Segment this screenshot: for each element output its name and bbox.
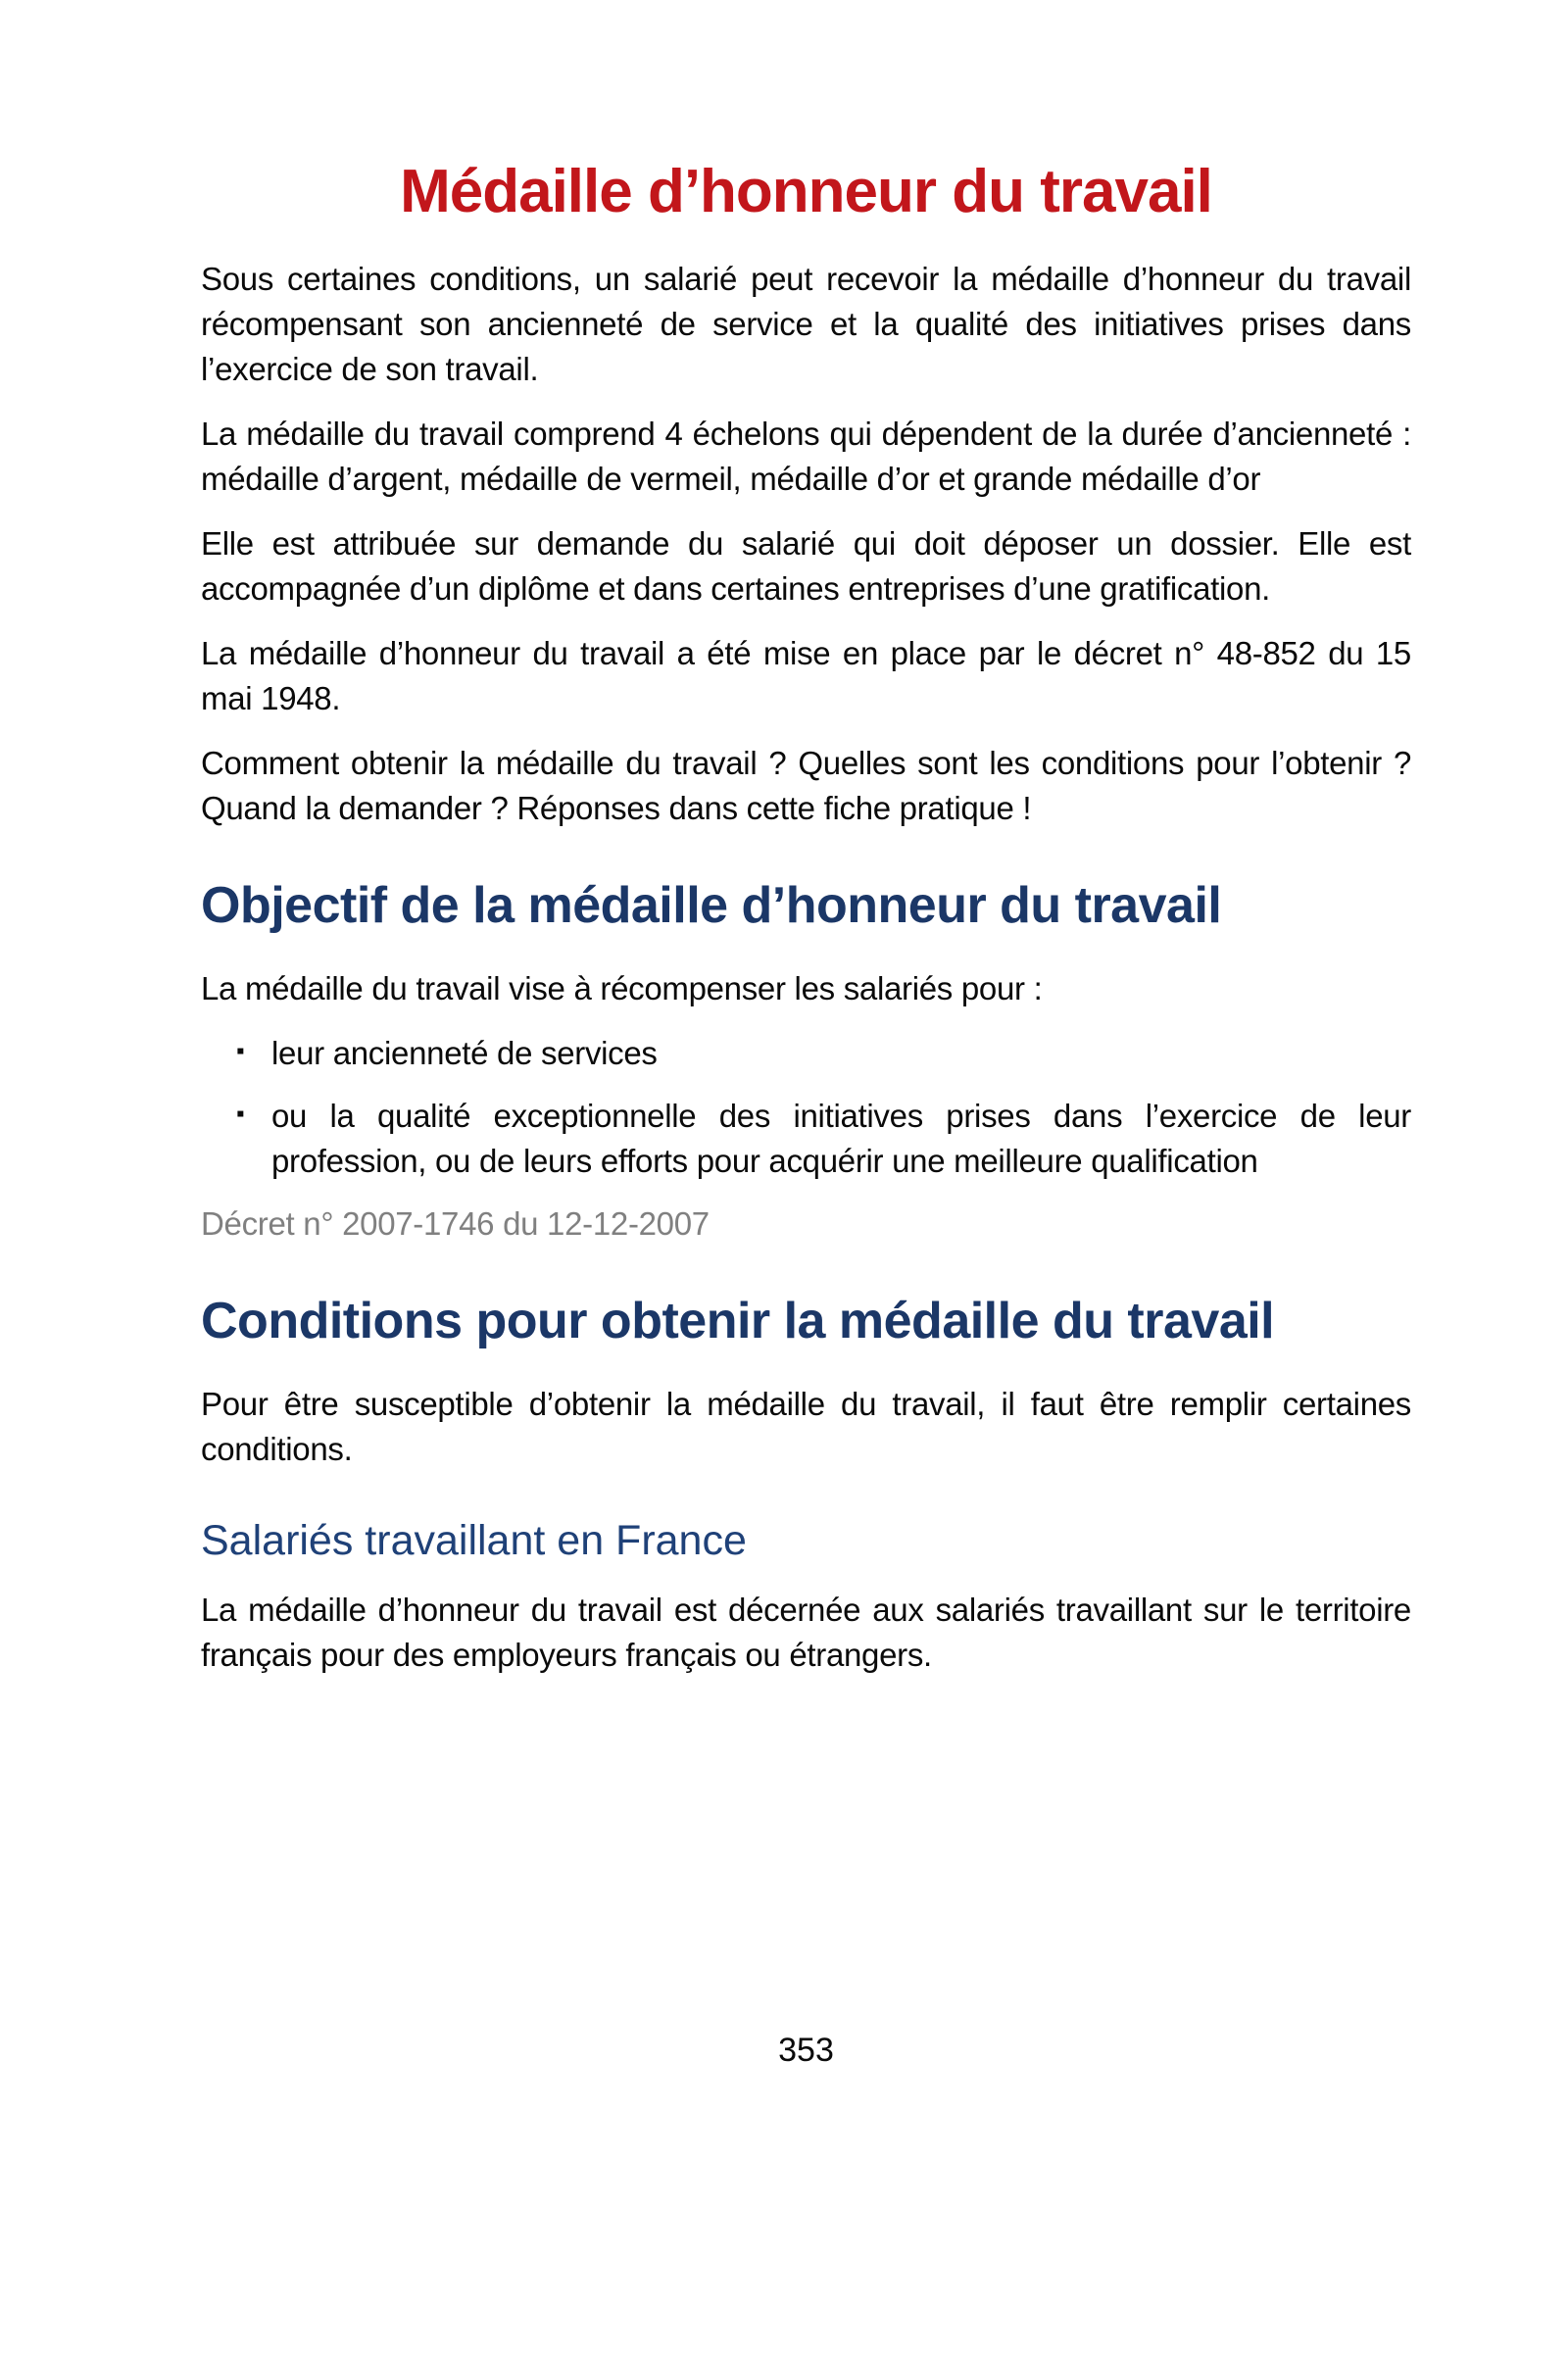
subsection-heading-salaries-france: Salariés travaillant en France xyxy=(201,1517,747,1564)
bullet-text: leur ancienneté de services xyxy=(271,1035,658,1071)
page-title: Médaille d’honneur du travail xyxy=(400,158,1212,225)
lead-paragraph-conditions: Pour être susceptible d’obtenir la médaille du travail, il faut être remplir certaines conditions. xyxy=(201,1386,1411,1467)
intro-paragraph-5: Comment obtenir la médaille du travail ? Quelles sont les conditions pour l’obtenir ? Quand la demander ? Réponses dans cette fiche pratique ! xyxy=(201,745,1411,826)
bullet-text: ou la qualité exceptionnelle des initiatives prises dans l’exercice de leur profession, ou de leurs efforts pour acquérir une meilleure qualification xyxy=(271,1098,1411,1179)
decree-note: Décret n° 2007-1746 du 12-12-2007 xyxy=(201,1205,710,1242)
bullet-item xyxy=(201,1094,1411,1184)
page-content xyxy=(201,157,1411,1678)
lead-paragraph-objectif: La médaille du travail vise à récompenser les salariés pour : xyxy=(201,970,1043,1006)
bullet-item xyxy=(201,1031,1411,1076)
intro-paragraph-3: Elle est attribuée sur demande du salarié qui doit déposer un dossier. Elle est accompagnée d’un diplôme et dans certaines entreprises d’une gratification. xyxy=(201,525,1411,607)
page-number: 353 xyxy=(778,2032,834,2069)
bullet-list xyxy=(201,1031,1411,1184)
section-heading-conditions: Conditions pour obtenir la médaille du travail xyxy=(201,1293,1275,1349)
body-paragraph-salaries-france: La médaille d’honneur du travail est décernée aux salariés travaillant sur le territoire français pour des employeurs français ou étrangers. xyxy=(201,1592,1411,1673)
square-bullet-icon: ▪ xyxy=(236,1101,245,1127)
intro-paragraph-2: La médaille du travail comprend 4 échelons qui dépendent de la durée d’ancienneté : médaille d’argent, médaille de vermeil, médaille d’or et grande médaille d’or xyxy=(201,416,1411,497)
intro-paragraph-1: Sous certaines conditions, un salarié peut recevoir la médaille d’honneur du travail récompensant son ancienneté de service et la qualité des initiatives prises dans l’exercice de son travail. xyxy=(201,261,1411,387)
intro-paragraph-4: La médaille d’honneur du travail a été mise en place par le décret n° 48-852 du 15 mai 1948. xyxy=(201,635,1411,716)
section-heading-objectif: Objectif de la médaille d’honneur du travail xyxy=(201,877,1222,934)
square-bullet-icon: ▪ xyxy=(236,1038,245,1064)
